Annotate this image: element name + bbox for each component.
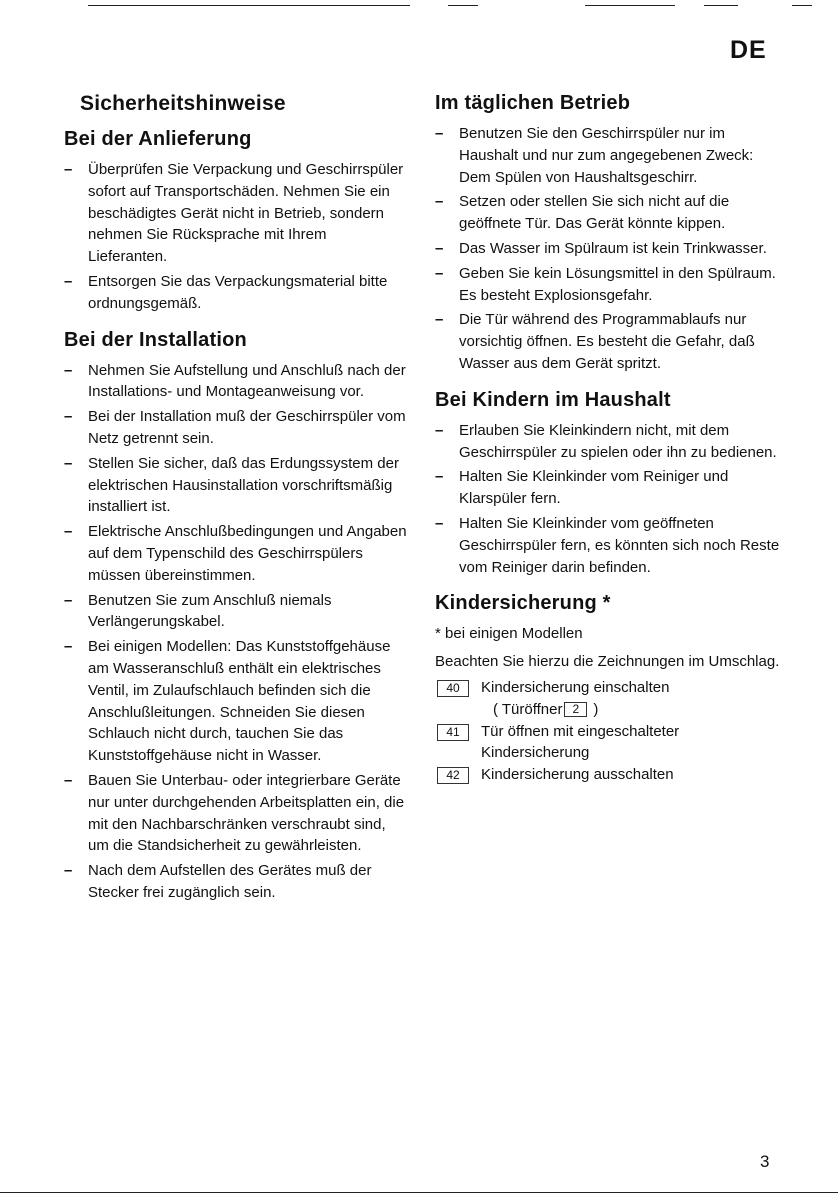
section-child-lock	[435, 592, 783, 786]
top-rule-2	[448, 5, 478, 6]
dash-bullet: –	[64, 454, 73, 472]
section-installation	[64, 329, 409, 904]
figure-number-box: 2	[564, 702, 587, 717]
intro-text: Beachten Sie hierzu die Zeichnungen im Umschlag.	[435, 653, 780, 671]
list-item: – Nach dem Aufstellen des Gerätes muß der Stecker frei zugänglich sein.	[64, 862, 372, 901]
list-item: – Das Wasser im Spülraum ist kein Trinkwasser.	[435, 238, 783, 260]
top-rule-3	[585, 5, 675, 6]
list-item: – Bauen Sie Unterbau- oder integrierbare Geräte nur unter durchgehenden Arbeitsplatten ein, die mit den Nachbarschränken verschraubt sind, um die Standsicherheit zu gewährleisten.	[64, 771, 405, 855]
section-heading: Bei der Installation	[64, 328, 247, 351]
dash-bullet: –	[64, 272, 73, 290]
figure-caption: Tür öffnen mit eingeschalteter Kindersicherung	[481, 722, 680, 762]
list-item: – Stellen Sie sicher, daß das Erdungssystem der elektrischen Hausinstallation vorschriftsmäßig installiert ist.	[64, 454, 399, 516]
section-heading: Bei der Anlieferung	[64, 128, 252, 150]
top-rule-5	[792, 5, 812, 6]
dash-bullet: –	[64, 408, 73, 426]
language-label: DE	[730, 36, 767, 64]
page-title: Sicherheitshinweise	[80, 92, 286, 115]
dash-bullet: –	[435, 193, 444, 211]
list-item: – Halten Sie Kleinkinder vom geöffneten Geschirrspüler fern, es könnten sich noch Reste vom Reiniger darin befinden.	[435, 514, 780, 576]
section-heading: Kindersicherung *	[435, 592, 611, 615]
figure-number-box: 40	[437, 680, 469, 697]
dash-bullet: –	[435, 514, 444, 532]
figure-step-42	[435, 764, 783, 786]
dash-bullet: –	[435, 421, 444, 439]
section-heading: Im täglichen Betrieb	[435, 92, 631, 114]
daily-use-list	[435, 123, 783, 375]
children-list	[435, 420, 783, 579]
list-item: – Die Tür während des Programmablaufs nur vorsichtig öffnen. Es besteht die Gefahr, daß Wasser aus dem Gerät spritzt.	[435, 311, 755, 372]
section-children	[435, 389, 783, 579]
dash-bullet: –	[435, 264, 444, 282]
section-delivery	[64, 128, 409, 315]
dash-bullet: –	[64, 523, 73, 541]
list-item: – Halten Sie Kleinkinder vom Reiniger und Klarspüler fern.	[435, 468, 729, 508]
installation-list	[64, 360, 409, 904]
list-item: – Benutzen Sie den Geschirrspüler nur im Haushalt und nur zum angegebenen Zweck: Dem Spülen von Haushaltsgeschirr.	[435, 125, 754, 186]
dash-bullet: –	[435, 239, 444, 257]
list-item: – Bei der Installation muß der Geschirrspüler vom Netz getrennt sein.	[64, 408, 406, 447]
list-item: – Nehmen Sie Aufstellung und Anschluß nach der Installations- und Montageanweisung vor.	[64, 361, 406, 401]
dash-bullet: –	[64, 361, 73, 379]
bottom-rule	[0, 1192, 838, 1193]
left-column	[64, 92, 409, 918]
dash-bullet: –	[64, 161, 73, 178]
section-daily-use	[435, 92, 783, 375]
footnote: * bei einigen Modellen	[435, 625, 583, 643]
dash-bullet: –	[435, 468, 444, 486]
list-item: – Erlauben Sie Kleinkindern nicht, mit dem Geschirrspüler zu spielen oder ihn zu bedienen.	[435, 421, 777, 461]
list-item: – Bei einigen Modellen: Das Kunststoffgehäuse am Wasseranschluß enthält ein elektrisches Ventil, im Zulaufschlauch befinden sich die Anschlußleitungen. Schneiden Sie diesen Schlauch nicht durch, tauchen Sie das Kunststoffgehäuse nicht in Wasser.	[64, 638, 391, 765]
figure-step-41	[435, 721, 783, 765]
list-item: – Geben Sie kein Lösungsmittel in den Spülraum. Es besteht Explosionsgefahr.	[435, 264, 776, 304]
dash-bullet: –	[435, 125, 444, 142]
figure-caption: Kindersicherung einschalten	[481, 678, 670, 696]
page-number: 3	[760, 1152, 770, 1171]
delivery-list	[64, 159, 409, 315]
list-item: – Entsorgen Sie das Verpackungsmaterial bitte ordnungsgemäß.	[64, 272, 388, 312]
figure-caption: Kindersicherung ausschalten	[481, 766, 674, 784]
dash-bullet: –	[64, 638, 73, 656]
list-item: – Setzen oder stellen Sie sich nicht auf die geöffnete Tür. Das Gerät könnte kippen.	[435, 193, 730, 233]
list-item: – Elektrische Anschlußbedingungen und Angaben auf dem Typenschild des Geschirrspülers müssen übereinstimmen.	[64, 523, 407, 584]
right-column	[435, 92, 783, 786]
figure-number-box: 42	[437, 767, 469, 784]
dash-bullet: –	[435, 311, 444, 329]
list-item: – Überprüfen Sie Verpackung und Geschirrspüler sofort auf Transportschäden. Nehmen Sie ein beschädigtes Gerät nicht in Betrieb, sondern nehmen Sie Rücksprache mit Ihrem Lieferanten.	[64, 161, 404, 266]
dash-bullet: –	[64, 591, 73, 609]
top-rule-1	[88, 5, 410, 6]
dash-bullet: –	[64, 862, 73, 880]
figure-step-40	[435, 677, 783, 699]
section-heading: Bei Kindern im Haushalt	[435, 388, 671, 411]
top-rule-4	[704, 5, 738, 6]
door-opener-reference: ( Türöffner 2 )	[493, 700, 599, 718]
figure-number-box: 41	[437, 724, 469, 741]
list-item: – Benutzen Sie zum Anschluß niemals Verlängerungskabel.	[64, 591, 332, 631]
dash-bullet: –	[64, 771, 73, 789]
